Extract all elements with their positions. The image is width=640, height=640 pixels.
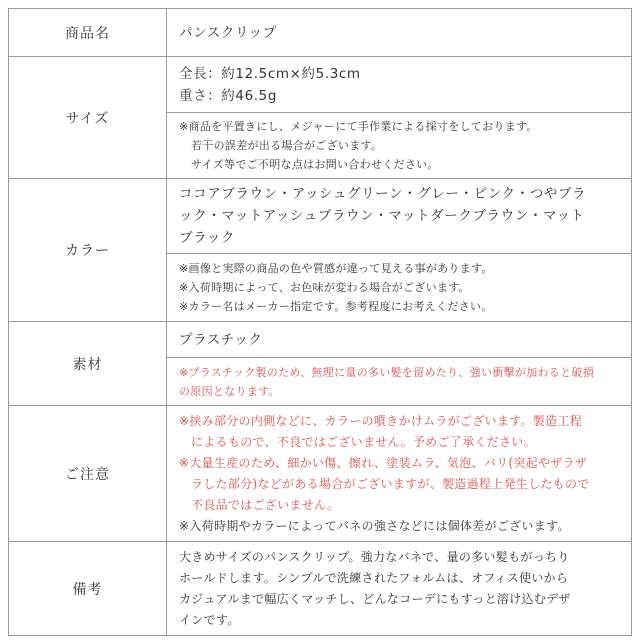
label-size: サイズ (9, 57, 167, 179)
color-line: ココアブラウン・アッシュグリーン・グレー・ピンク・つやブラ (179, 186, 587, 202)
color-line: ブラック (179, 230, 236, 246)
label-remarks: 備考 (9, 542, 167, 636)
notes-color (167, 254, 632, 322)
color-note: ※カラー名はメーカー指定です。参考程度にお考えください。 (179, 300, 493, 313)
color-note: ※入荷時期によって、お色味が変わる場合がございます。 (179, 281, 470, 294)
row-color (9, 179, 632, 254)
notes-size (167, 113, 632, 179)
remarks-line: ホールドします。シンプルで洗練されたフォルムは、オフィス使いから (179, 570, 569, 585)
caution-line: によるもので、不良ではございません。予めご了承ください。 (191, 434, 536, 449)
row-caution (9, 406, 632, 542)
size-length: 全長：約12.5cm×約5.3cm (179, 65, 361, 82)
notes-material (167, 358, 632, 406)
material-note: ※プラスチック製のため、無理に量の多い髪を留めたり、強い衝撃が加わると破損 (179, 365, 594, 379)
row-product-name (9, 9, 632, 57)
label-caution: ご注意 (9, 406, 167, 542)
size-note: サイズ等でご不明な点はお問い合わせください。 (191, 158, 439, 171)
caution-line: ※大量生産のため、細かい傷、擦れ、塗装ムラ、気泡、バリ(突起やザラザ (179, 455, 588, 470)
color-line: ック・マットアッシュブラウン・マットダークブラウン・マット (179, 208, 585, 224)
row-material (9, 322, 632, 358)
size-note: ※商品を平置きにし、メジャーにて手作業による採寸をしております。 (179, 120, 538, 133)
label-material: 素材 (9, 322, 167, 406)
caution-line: ※挟み部分の内側などに、カラーの噴きかけムラがございます。製造工程 (179, 413, 582, 428)
remarks-line: 大きめサイズのパンスクリップ。強力なバネで、量の多い髪もがっちり (179, 549, 570, 564)
value-product-name: パンスクリップ (167, 9, 632, 57)
value-material: プラスチック (167, 322, 632, 358)
value-remarks (167, 542, 632, 636)
caution-line: ラした部分)などがある場合がございますが、製造過程上発生したもので (191, 476, 590, 491)
row-remarks (9, 542, 632, 636)
remarks-line: インです。 (179, 612, 240, 627)
size-note: 若干の誤差が出る場合がございます。 (191, 139, 383, 152)
row-size (9, 57, 632, 113)
value-caution (167, 406, 632, 542)
value-size (167, 57, 632, 113)
label-product-name: 商品名 (9, 9, 167, 57)
material-note: の原因となります。 (179, 384, 280, 398)
size-weight: 重さ：約46.5g (179, 87, 278, 104)
color-note: ※画像と実際の商品の色や質感が違って見える事があります。 (179, 262, 493, 275)
caution-line: ※入荷時期やカラーによってバネの強さなどには個体差がございます。 (179, 518, 570, 533)
label-color: カラー (9, 179, 167, 322)
product-spec-table (8, 8, 632, 636)
remarks-line: カジュアルまで幅広くマッチし、どんなコーデにもすっと溶け込むデザ (179, 591, 571, 606)
caution-line: 不良品ではございません。 (191, 497, 340, 512)
value-color (167, 179, 632, 254)
